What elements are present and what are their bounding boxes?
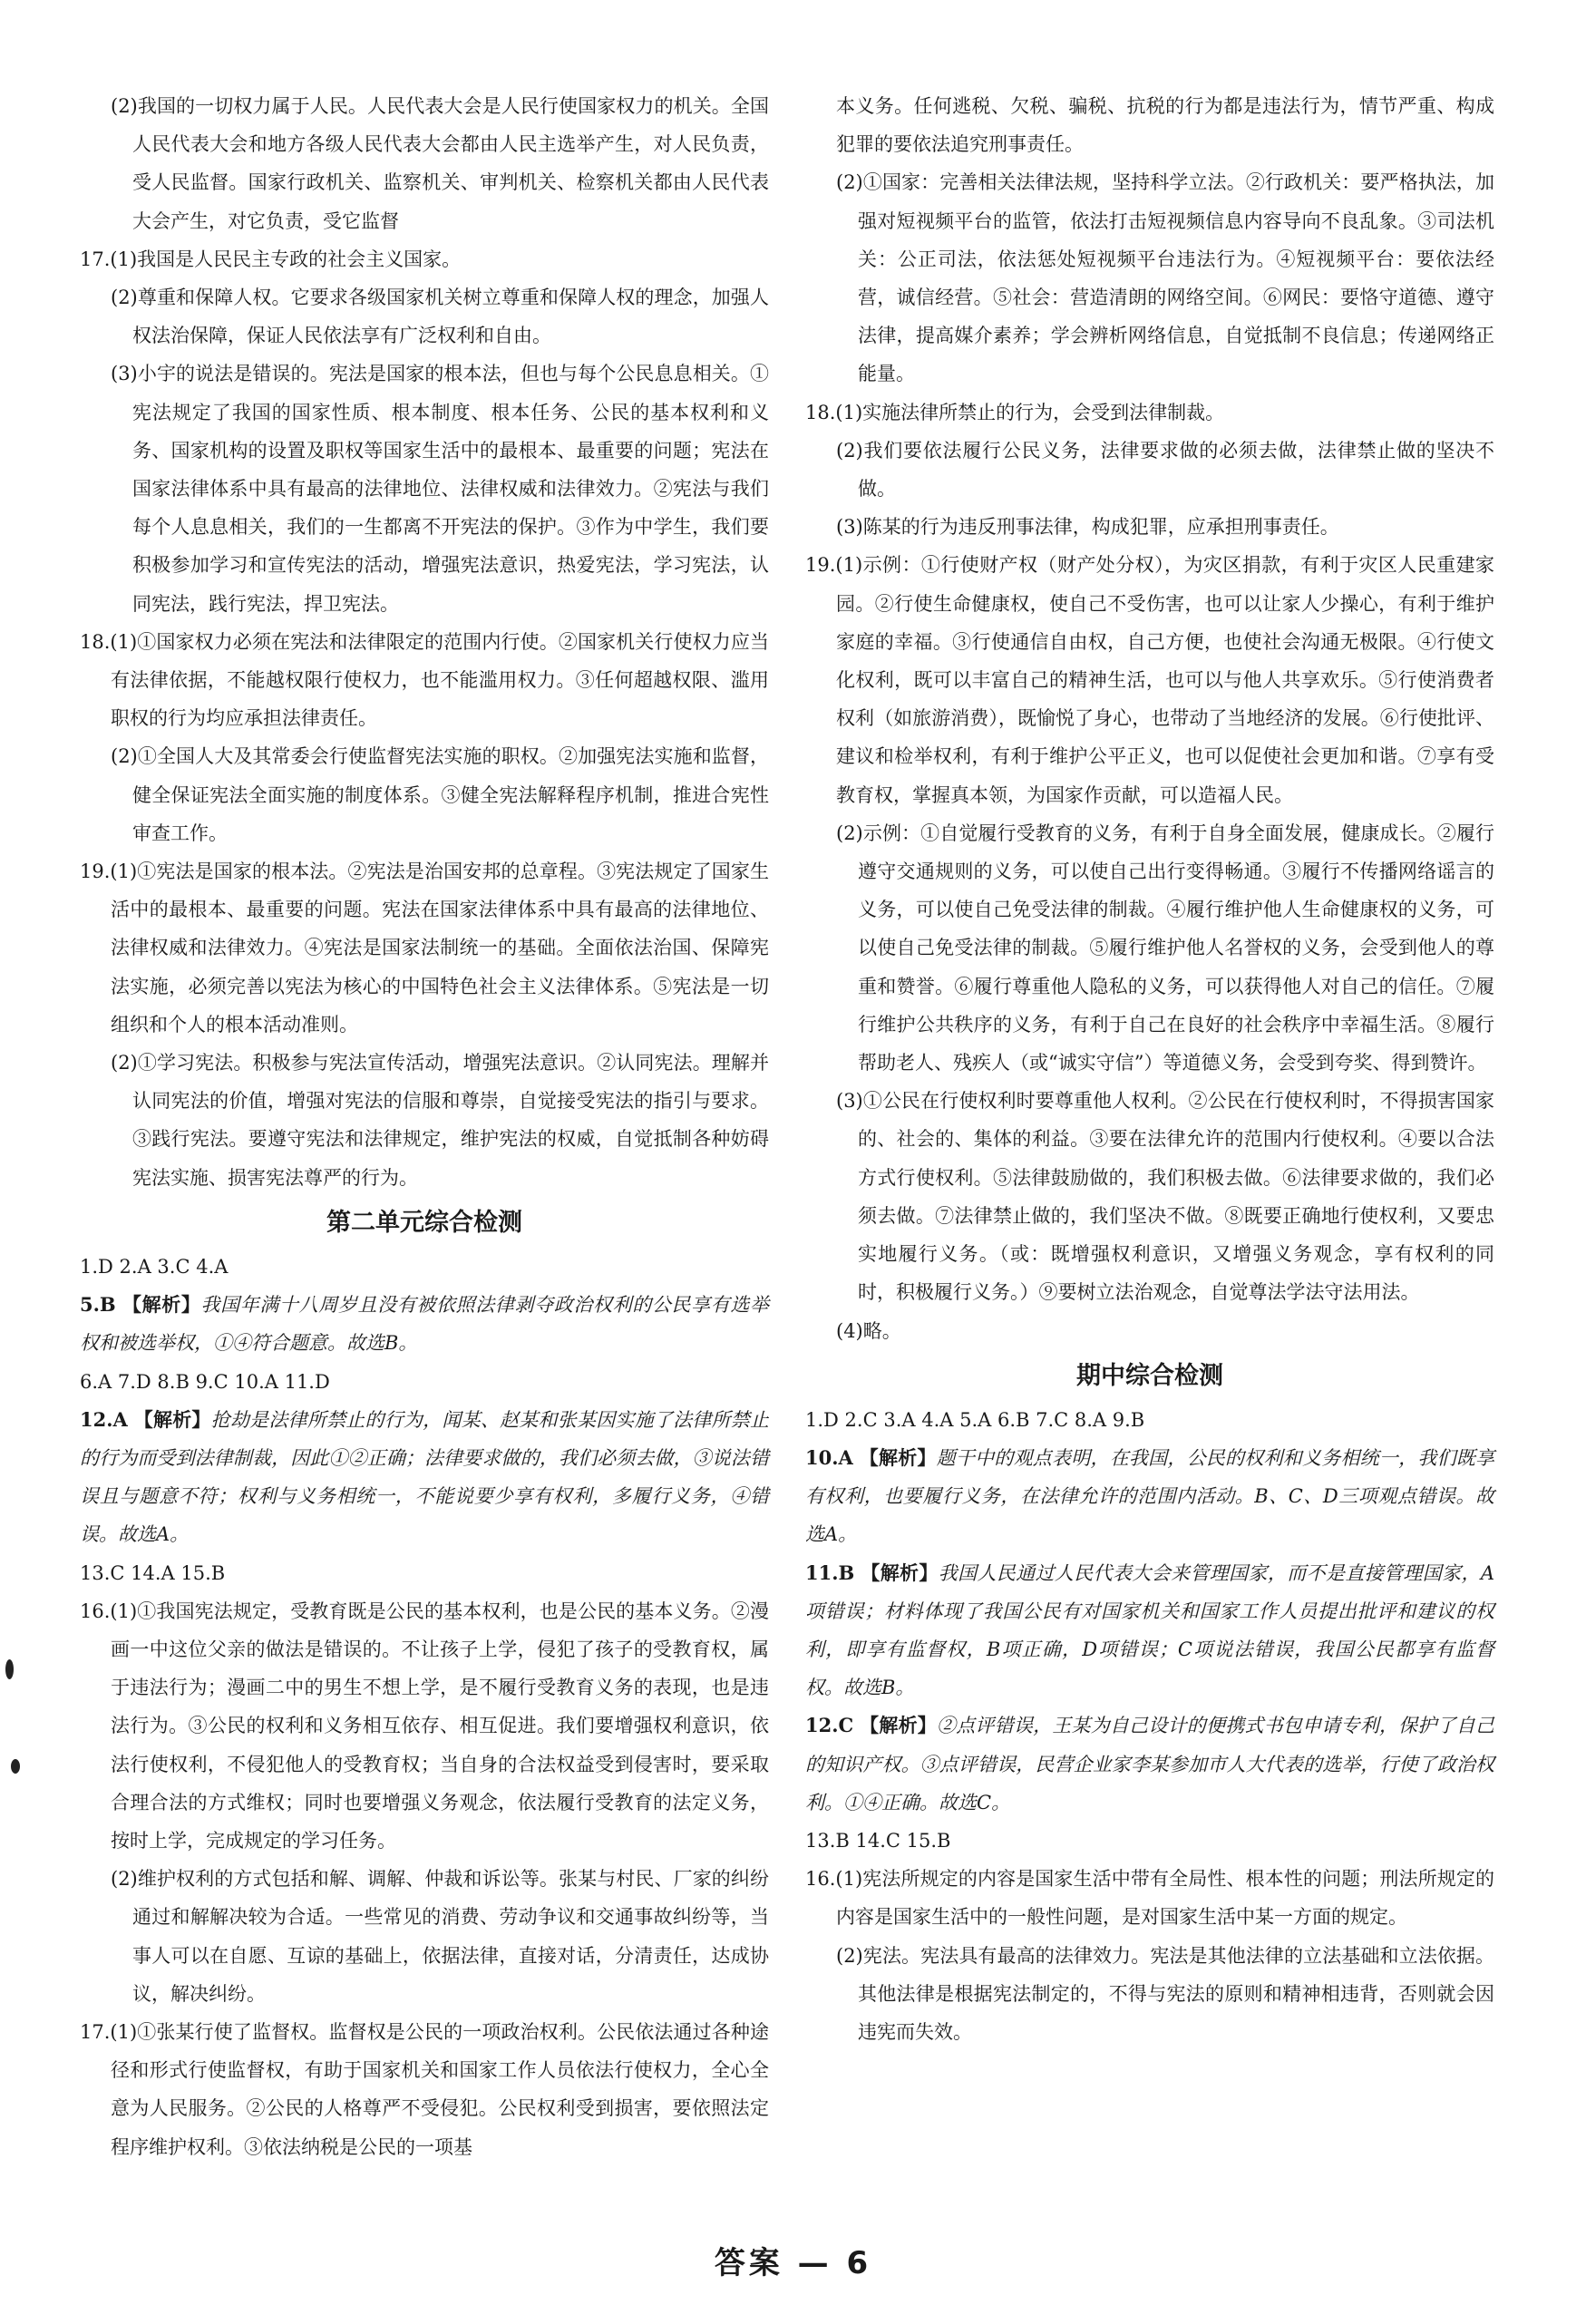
analysis-tag: 【解析】 — [122, 1293, 201, 1317]
section-title-unit2: 第二单元综合检测 — [326, 1208, 522, 1237]
mc-answers: 13.C 14.A 15.B — [80, 1561, 226, 1584]
paragraph: (2)①全国人大及其常委会行使监督宪法实施的职权。②加强宪法实施和监督，健全保证宪法全面实施的制度体系。③健全宪法解释程序机制，推进合宪性审查工作。 — [111, 745, 769, 844]
paragraph: (3)陈某的行为违反刑事法律，构成犯罪，应承担刑事责任。 — [836, 516, 1339, 539]
analysis-text: 我国人民通过人民代表大会来管理国家，而不是直接管理国家，A项错误；材料体现了我国公民有对国家机关和国家工作人员提出批评和建议的权利，即享有监督权，B项正确，D项错误；C项说法错误，我国公民都享有监督权。故选B。 — [805, 1561, 1494, 1699]
paragraph: (3)①公民在行使权利时要尊重他人权利。②公民在行使权利时，不得损害国家的、社会的、集体的利益。③要在法律允许的范围内行使权利。④要以合法方式行使权利。⑤法律鼓励做的，我们积极去做。⑥法律要求做的，我们必须去做。⑦法律禁止做的，我们坚决不做。⑧既要正确地行使权利，又要忠实地履行义务。（或：既增强权利意识，又增强义务观念，享有权利的同时，积极履行义务。）⑨要树立法治观念，自觉尊法学法守法用法。 — [836, 1090, 1494, 1304]
right-column — [805, 87, 1494, 2051]
analysis-text: ②点评错误，王某为自己设计的便携式书包申请专利，保护了自己的知识产权。③点评错误，民营企业家李某参加市人大代表的选举，行使了政治权利。①④正确。故选C。 — [805, 1715, 1494, 1813]
paragraph: 18.(1)实施法律所禁止的行为，会受到法律制裁。 — [805, 401, 1225, 423]
paragraph: (4)略。 — [836, 1319, 901, 1342]
section-title-midterm: 期中综合检测 — [1076, 1361, 1223, 1390]
mc-answers: 1.D 2.C 3.A 4.A 5.A 6.B 7.C 8.A 9.B — [805, 1408, 1145, 1431]
question-number: 5.B — [80, 1293, 116, 1317]
paragraph: 18.(1)①国家权力必须在宪法和法律限定的范围内行使。②国家机关行使权力应当有法律依据，不能越权限行使权力，也不能滥用权力。③任何超越权限、滥用职权的行为均应承担法律责任。 — [80, 630, 769, 730]
paragraph: (2)我们要依法履行公民义务，法律要求做的必须去做，法律禁止做的坚决不做。 — [836, 439, 1494, 501]
paragraph: (2)尊重和保障人权。它要求各级国家机关树立尊重和保障人权的理念，加强人权法治保障，保证人民依法享有广泛权利和自由。 — [111, 287, 769, 347]
mc-answers: 13.B 14.C 15.B — [805, 1829, 951, 1852]
scan-mark — [11, 1759, 20, 1774]
question-number: 11.B — [805, 1561, 855, 1584]
answer-u2-q17-continued — [805, 87, 1494, 394]
question-number: 10.A — [805, 1445, 853, 1469]
answer-q18 — [80, 623, 769, 852]
analysis-text: 抢劫是法律所禁止的行为，闻某、赵某和张某因实施了法律所禁止的行为而受到法律制裁，因此①②正确；法律要求做的，我们必须去做，③说法错误且与题意不符；权利与义务相统一，不能说要少享有权利，多履行义务，④错误。故选A。 — [80, 1408, 770, 1546]
analysis-tag: 【解析】 — [861, 1561, 939, 1584]
paragraph: (2)维护权利的方式包括和解、调解、仲裁和诉讼等。张某与村民、厂家的纠纷通过和解解决较为合适。一些常见的消费、劳动争议和交通事故纠纷等，当事人可以在自愿、互谅的基础上，依据法律，直接对话，分清责任，达成协议，解决纠纷。 — [111, 1868, 769, 2005]
paragraph: (2)我国的一切权力属于人民。人民代表大会是人民行使国家权力的机关。全国人民代表大会和地方各级人民代表大会都由人民主选举产生，对人民负责，受人民监督。国家行政机关、监察机关、审判机关、检察机关都由人民代表大会产生，对它负责，受它监督 — [111, 95, 769, 232]
paragraph: 17.(1)①张某行使了监督权。监督权是公民的一项政治权利。公民依法通过各种途径和形式行使监督权，有助于国家机关和国家工作人员依法行使权力，全心全意为人民服务。②公民的人格尊严不受侵犯。公民权利受到损害，要依照法定程序维护权利。③依法纳税是公民的一项基 — [80, 2020, 769, 2158]
answer-q16-2-continued — [80, 87, 769, 240]
analysis-tag: 【解析】 — [859, 1445, 937, 1469]
answer-q17 — [80, 240, 769, 623]
question-number: 12.C — [805, 1714, 854, 1737]
paragraph: (2)示例：①自觉履行受教育的义务，有利于自身全面发展，健康成长。②履行遵守交通规则的义务，可以使自己出行变得畅通。③履行不传播网络谣言的义务，可以使自己免受法律的制裁。④履行维护他人生命健康权的义务，可以使自己免受法律的制裁。⑤履行维护他人名誉权的义务，会受到他人的尊重和赞誉。⑥履行尊重他人隐私的义务，可以获得他人对自己的信任。⑦履行维护公共秩序的义务，有利于自己在良好的社会秩序中幸福生活。⑧履行帮助老人、残疾人（或“诚实守信”）等道德义务，会受到夸奖、得到赞许。 — [836, 822, 1494, 1074]
paragraph: (2)①学习宪法。积极参与宪法宣传活动，增强宪法意识。②认同宪法。理解并认同宪法的价值，增强对宪法的信服和尊崇，自觉接受宪法的指引与要求。③践行宪法。要遵守宪法和法律规定，维护宪法的权威，自觉抵制各种妨碍宪法实施、损害宪法尊严的行为。 — [111, 1052, 769, 1189]
paragraph: (2)①国家：完善相关法律法规，坚持科学立法。②行政机关：要严格执法，加强对短视频平台的监管，依法打击短视频信息内容导向不良乱象。③司法机关：公正司法，依法惩处短视频平台违法行为。④短视频平台：要依法经营，诚信经营。⑤社会：营造清朗的网络空间。⑥网民：要恪守道德、遵守法律，提高媒介素养；学会辨析网络信息，自觉抵制不良信息；传递网络正能量。 — [836, 171, 1494, 385]
answer-mid-q10 — [805, 1439, 1494, 1554]
paragraph: (2)宪法。宪法具有最高的法律效力。宪法是其他法律的立法基础和立法依据。其他法律是根据宪法制定的，不得与宪法的原则和精神相违背，否则就会因违宪而失效。 — [836, 1944, 1494, 2043]
answer-q12 — [80, 1401, 769, 1554]
answer-u2-q19 — [805, 546, 1494, 1349]
answer-u2-q16 — [80, 1592, 769, 2013]
answer-mid-q12 — [805, 1707, 1494, 1822]
question-number: 12.A — [80, 1407, 128, 1431]
paragraph: 17.(1)我国是人民民主专政的社会主义国家。 — [80, 248, 462, 270]
answer-u2-q18 — [805, 394, 1494, 547]
analysis-tag: 【解析】 — [133, 1407, 211, 1431]
paragraph: 19.(1)示例：①行使财产权（财产处分权），为灾区捐款，有利于灾区人民重建家园。②行使生命健康权，使自己不受伤害，也可以让家人少操心，有利于维护家庭的幸福。③行使通信自由权，自己方便，也使社会沟通无极限。④行使文化权利，既可以丰富自己的精神生活，也可以与他人共享欢乐。⑤行使消费者权利（如旅游消费），既愉悦了身心，也带动了当地经济的发展。⑥行使批评、建议和检举权利，有利于维护公平正义，也可以促使社会更加和谐。⑦享有受教育权，掌握真本领，为国家作贡献，可以造福人民。 — [805, 554, 1494, 806]
answer-q19 — [80, 852, 769, 1197]
answer-q5 — [80, 1286, 769, 1362]
scan-mark — [5, 1659, 14, 1679]
page-footer: 答案 — 6 — [714, 2245, 872, 2281]
answer-u2-q17 — [80, 2013, 769, 2166]
paragraph: (3)小宇的说法是错误的。宪法是国家的根本法，但也与每个公民息息相关。①宪法规定了我国的国家性质、根本制度、根本任务、公民的基本权利和义务、国家机构的设置及职权等国家生活中的最根本、最重要的问题；宪法在国家法律体系中具有最高的法律地位、法律权威和法律效力。②宪法与我们每个人息息相关，我们的一生都离不开宪法的保护。③作为中学生，我们要积极参加学习和宣传宪法的活动，增强宪法意识，热爱宪法，学习宪法，认同宪法，践行宪法，捍卫宪法。 — [111, 363, 769, 615]
left-column — [80, 87, 769, 2166]
answer-mid-q11 — [805, 1554, 1494, 1707]
paragraph: 16.(1)①我国宪法规定，受教育既是公民的基本权利，也是公民的基本义务。②漫画一中这位父亲的做法是错误的。不让孩子上学，侵犯了孩子的受教育权，属于违法行为；漫画二中的男生不想上学，是不履行受教育义务的表现，也是违法行为。③公民的权利和义务相互依存、相互促进。我们要增强权利意识，依法行使权利，不侵犯他人的受教育权；当自身的合法权益受到侵害时，要采取合理合法的方式维权；同时也要增强义务观念，依法履行受教育的法定义务，按时上学，完成规定的学习任务。 — [80, 1600, 769, 1852]
paragraph: 16.(1)宪法所规定的内容是国家生活中带有全局性、根本性的问题；刑法所规定的内容是国家生活中的一般性问题，是对国家生活中某一方面的规定。 — [805, 1868, 1494, 1929]
mc-answers: 1.D 2.A 3.C 4.A — [80, 1255, 229, 1278]
paragraph: 19.(1)①宪法是国家的根本法。②宪法是治国安邦的总章程。③宪法规定了国家生活中的最根本、最重要的问题。宪法在国家法律体系中具有最高的法律地位、法律权威和法律效力。④宪法是国家法制统一的基础。全面依法治国、保障宪法实施，必须完善以宪法为核心的中国特色社会主义法律体系。⑤宪法是一切组织和个人的根本活动准则。 — [80, 861, 769, 1036]
analysis-text: 题干中的观点表明，在我国，公民的权利和义务相统一，我们既享有权利，也要履行义务，在法律允许的范围内活动。B、C、D三项观点错误。故选A。 — [805, 1446, 1495, 1546]
mc-answers: 6.A 7.D 8.B 9.C 10.A 11.D — [80, 1370, 330, 1393]
analysis-text: 我国年满十八周岁且没有被依照法律剥夺政治权利的公民享有选举权和被选举权，①④符合题意。故选B。 — [80, 1294, 769, 1355]
answer-mid-q16 — [805, 1860, 1494, 2051]
paragraph: 本义务。任何逃税、欠税、骗税、抗税的行为都是违法行为，情节严重、构成犯罪的要依法追究刑事责任。 — [836, 95, 1494, 156]
analysis-tag: 【解析】 — [860, 1714, 937, 1737]
